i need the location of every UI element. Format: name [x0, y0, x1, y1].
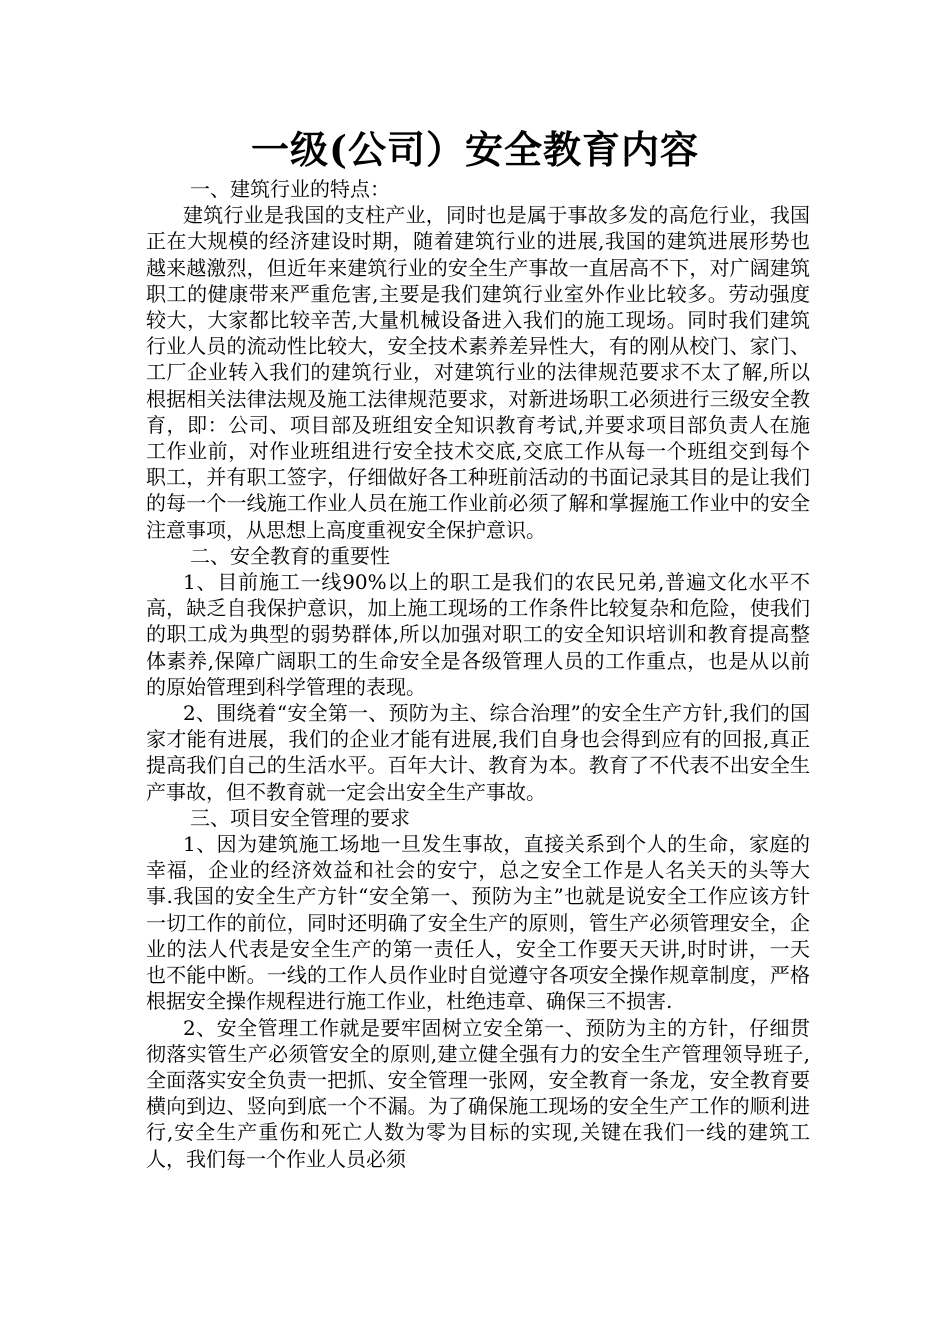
paragraph: 1、因为建筑施工场地一旦发生事故，直接关系到个人的生命，家庭的幸福，企业的经济效益和社会的安宁，总之安全工作是人名关天的头等大事.我国的安全生产方针“安全第一、预防为主”也就是说安全工作应该方针一切工作的前位，同时还明确了安全生产的原则，管生产必须管理安全，企业的法人代表是安全生产的第一责任人，安全工作要天天讲,时时讲，一天也不能中断。一线的工作人员作业时自觉遵守各项安全操作规章制度，严格根据安全操作规程进行施工作业，杜绝违章、确保三不损害.: [146, 832, 810, 1014]
paragraph: 2、围绕着“安全第一、预防为主、综合治理”的安全生产方针,我们的国家才能有进展，我们的企业才能有进展,我们自身也会得到应有的回报,真正提高我们自己的生活水平。百年大计、教育为本。教育了不代表不出安全生产事故，但不教育就一定会出安全生产事故。: [146, 701, 810, 804]
section-education-importance: [146, 543, 810, 805]
section-management-requirements: [146, 805, 810, 1172]
document-title: 一级(公司）安全教育内容: [251, 127, 699, 172]
section-heading: 三、项目安全管理的要求: [190, 805, 410, 830]
section-heading: 一、建筑行业的特点：: [190, 177, 390, 201]
paragraph: 建筑行业是我国的支柱产业，同时也是属于事故多发的高危行业，我国正在大规模的经济建设时期，随着建筑行业的进展,我国的建筑进展形势也越来越激烈，但近年来建筑行业的安全生产事故一直居高不下，对广阔建筑职工的健康带来严重危害,主要是我们建筑行业室外作业比较多。劳动强度较大，大家都比较辛苦,大量机械设备进入我们的施工现场。同时我们建筑行业人员的流动性比较大，安全技术素养差异性大，有的刚从校门、家门、工厂企业转入我们的建筑行业，对建筑行业的法律规范要求不太了解,所以根据相关法律法规及施工法律规范要求，对新进场职工必须进行三级安全教育，即：公司、项目部及班组安全知识教育考试,并要求项目部负责人在施工作业前，对作业班组进行安全技术交底,交底工作从每一个班组交到每个职工，并有职工签字，仔细做好各工种班前活动的书面记录其目的是让我们的每一个一线施工作业人员在施工作业前必须了解和掌握施工作业中的安全注意事项，从思想上高度重视安全保护意识。: [146, 203, 810, 542]
document-body: [146, 176, 810, 1172]
section-industry-features: [146, 176, 810, 543]
paragraph: 1、目前施工一线90%以上的职工是我们的农民兄弟,普遍文化水平不高，缺乏自我保护意识，加上施工现场的工作条件比较复杂和危险，使我们的职工成为典型的弱势群体,所以加强对职工的安全知识培训和教育提高整体素养,保障广阔职工的生命安全是各级管理人员的工作重点，也是从以前的原始管理到科学管理的表现。: [146, 570, 810, 699]
paragraph: 2、安全管理工作就是要牢固树立安全第一、预防为主的方针，仔细贯彻落实管生产必须管安全的原则,建立健全强有力的安全生产管理领导班子,全面落实安全负责一把抓、安全管理一张网，安全教育一条龙，安全教育要横向到边、竖向到底一个不漏。为了确保施工现场的安全生产工作的顺利进行,安全生产重伤和死亡人数为零为目标的实现,关键在我们一线的建筑工人，我们每一个作业人员必须: [146, 1015, 810, 1171]
section-heading: 二、安全教育的重要性: [190, 543, 390, 568]
